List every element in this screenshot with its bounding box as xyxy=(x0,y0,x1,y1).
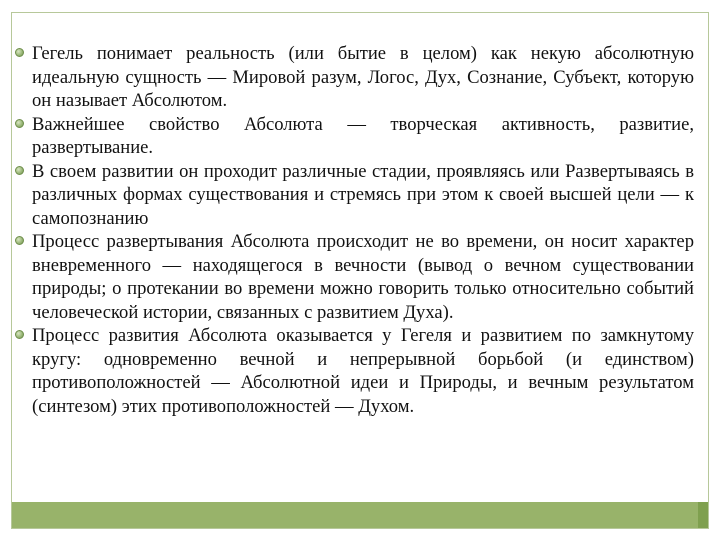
bullet-item xyxy=(14,230,694,324)
bullet-item xyxy=(14,324,694,418)
bullet-text: Процесс развития Абсолюта оказывается у Гегеля и развитием по замкнутому кругу: одновременно вечной и непрерывной борьбой (и единством) противоположностей — Абсолютной идеи и Природы, и вечным результатом (синтезом) этих противоположностей — Духом. xyxy=(32,325,694,417)
bullet-item xyxy=(14,113,694,160)
bullet-dot-icon xyxy=(15,236,24,245)
bullet-dot-icon xyxy=(15,119,24,128)
bottom-accent-corner xyxy=(698,502,708,528)
bullet-text: В своем развитии он проходит различные стадии, проявляясь или Развертываясь в различных формах существования и стремясь при этом к своей высшей цели — к самопознанию xyxy=(32,160,694,229)
bottom-accent-band xyxy=(12,502,708,528)
bullet-item xyxy=(14,42,694,113)
bullet-dot-icon xyxy=(15,166,24,175)
bullet-text: Важнейшее свойство Абсолюта — творческая активность, развитие, развертывание. xyxy=(32,113,694,158)
slide-content xyxy=(14,42,694,418)
bullet-list xyxy=(14,42,694,418)
bullet-text: Процесс развертывания Абсолюта происходит не во времени, он носит характер вневременного — находящегося в вечности (вывод о вечном существовании природы; о протекании во времени можно говорить только относительно событий человеческой истории, связанных с развитием Духа). xyxy=(32,231,694,323)
bullet-dot-icon xyxy=(15,330,24,339)
bullet-item xyxy=(14,160,694,231)
bullet-text: Гегель понимает реальность (или бытие в целом) как некую абсолютную идеальную сущность — Мировой разум, Логос, Дух, Сознание, Субъект, которую он называет Абсолютом. xyxy=(32,43,694,111)
bullet-dot-icon xyxy=(15,48,24,57)
